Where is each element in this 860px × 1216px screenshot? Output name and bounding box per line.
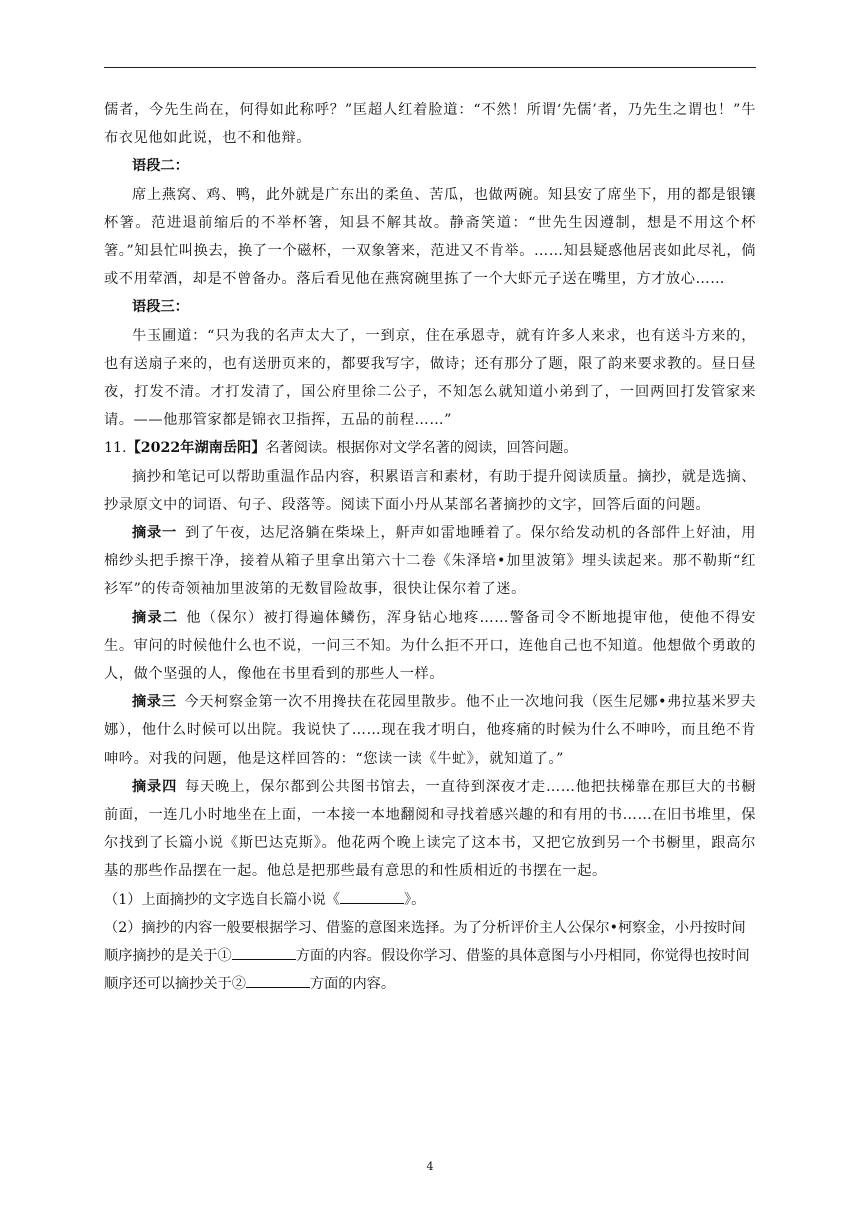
question-intro: 摘抄和笔记可以帮助重温作品内容，积累语言和素材，有助于提升阅读质量。摘抄，就是选摘、抄录原文中的词语、句子、段落等。阅读下面小丹从某部名著摘抄的文字，回答后面的问题。 [104,468,756,513]
segment-two-text: 席上燕窝、鸡、鸭，此外就是广东出的柔鱼、苦瓜，也做两碗。知县安了席坐下，用的都是银镶杯箸。范进退前缩后的不举杯箸，知县不解其故。静斋笑道：“世先生因遵制，想是不用这个杯箸。”知县忙叫换去，换了一个磁杯，一双象箸来，范进又不肯举。……知县疑惑他居丧如此尽礼，倘或不用荤酒，却是不曾备办。落后看见他在燕窝碗里拣了一个大虾元子送在嘴里，方才放心…… [104,186,756,288]
excerpt-4 [104,773,756,886]
excerpt-text: 他（保尔）被打得遍体鳞伤，浑身钻心地疼……警备司令不断地提审他，使他不得安生。审问的时候他什么也不说，一问三不知。为什么拒不开口，连他自己也不知道。他想做个勇敢的人，做个坚强的人，像他在书里看到的那些人一样。 [104,609,756,683]
page-number: 4 [426,1160,434,1173]
answer-blank[interactable] [232,945,296,960]
excerpt-1 [104,519,756,604]
question-source: 【2022年湖南岳阳】 [126,440,266,457]
excerpt-text: 今天柯察金第一次不用搀扶在花园里散步。他不止一次地问我（医生尼娜•弗拉基米罗夫娜），他什么时候可以出院。我说快了……现在我才明白，他疼痛的时候为什么不呻吟，而且绝不肯呻吟。对我的问题，他是这样回答的：“您读一读《牛虻》，就知道了。” [104,694,756,767]
segment-three-text: 牛玉圃道：“只为我的名声太大了，一到京，住在承恩寺，就有许多人来求，也有送斗方来的，也有送扇子来的，也有送册页来的，都要我写字，做诗；还有那分了题，限了韵来要求教的。昼日昼夜，打发不清。才打发清了，国公府里徐二公子，不知怎么就知道小弟到了，一回两回打发管家来请。——他那管家都是锦衣卫指挥，五品的前程……” [104,327,756,429]
excerpt-text: 到了午夜，达尼洛躺在柴垛上，鼾声如雷地睡着了。保尔给发动机的各部件上好油，用棉纱头把手擦干净，接着从箱子里拿出第六十二卷《朱泽培•加里波第》埋头读起来。那不勒斯“红衫军”的传奇领袖加里波第的无数冒险故事，很快让保尔着了迷。 [104,525,756,598]
question-11-title [104,434,756,462]
excerpt-3 [104,688,756,773]
question-number: 11. [104,440,127,457]
segment-three-heading: 语段三： [132,299,189,316]
excerpt-label: 摘录四 [132,778,178,795]
excerpt-2 [104,604,756,689]
excerpt-label: 摘录三 [132,694,177,711]
question-prompt: 名著阅读。根据你对文学名著的阅读，回答问题。 [265,440,578,457]
header-rule [104,67,756,68]
answer-blank[interactable] [246,973,310,988]
passage-one-continuation: 儒者，今先生尚在，何得如此称呼？”匡超人红着脸道：“不然！所谓‘先儒’者，乃先生之谓也！”牛布衣见他如此说，也不和他辩。 [104,102,756,147]
excerpt-label: 摘录一 [132,525,178,542]
sub-question-2: （2）摘抄的内容一般要根据学习、借鉴的意图来选择。为了分析评价主人公保尔•柯察金，小丹按时间顺序摘抄的是关于① 方面的内容。假设你学习、借鉴的具体意图与小丹相同，你觉得也按时间顺序还可以摘抄关于② 方面的内容。 [104,919,750,993]
sub-question-1: （1）上面摘抄的文字选自长篇小说《 》。 [104,886,756,914]
excerpt-text: 每天晚上，保尔都到公共图书馆去，一直待到深夜才走……他把扶梯靠在那巨大的书橱前面，一连几小时地坐在上面，一本接一本地翻阅和寻找着感兴趣的和有用的书……在旧书堆里，保尔找到了长篇小说《斯巴达克斯》。他花两个晚上读完了这本书，又把它放到另一个书橱里，跟高尔基的那些作品摆在一起。他总是把那些最有意思的和性质相近的书摆在一起。 [104,778,756,880]
segment-two-heading: 语段二： [132,158,189,175]
document-body [104,96,756,999]
excerpt-label: 摘录二 [132,609,179,626]
answer-blank[interactable] [340,889,404,904]
